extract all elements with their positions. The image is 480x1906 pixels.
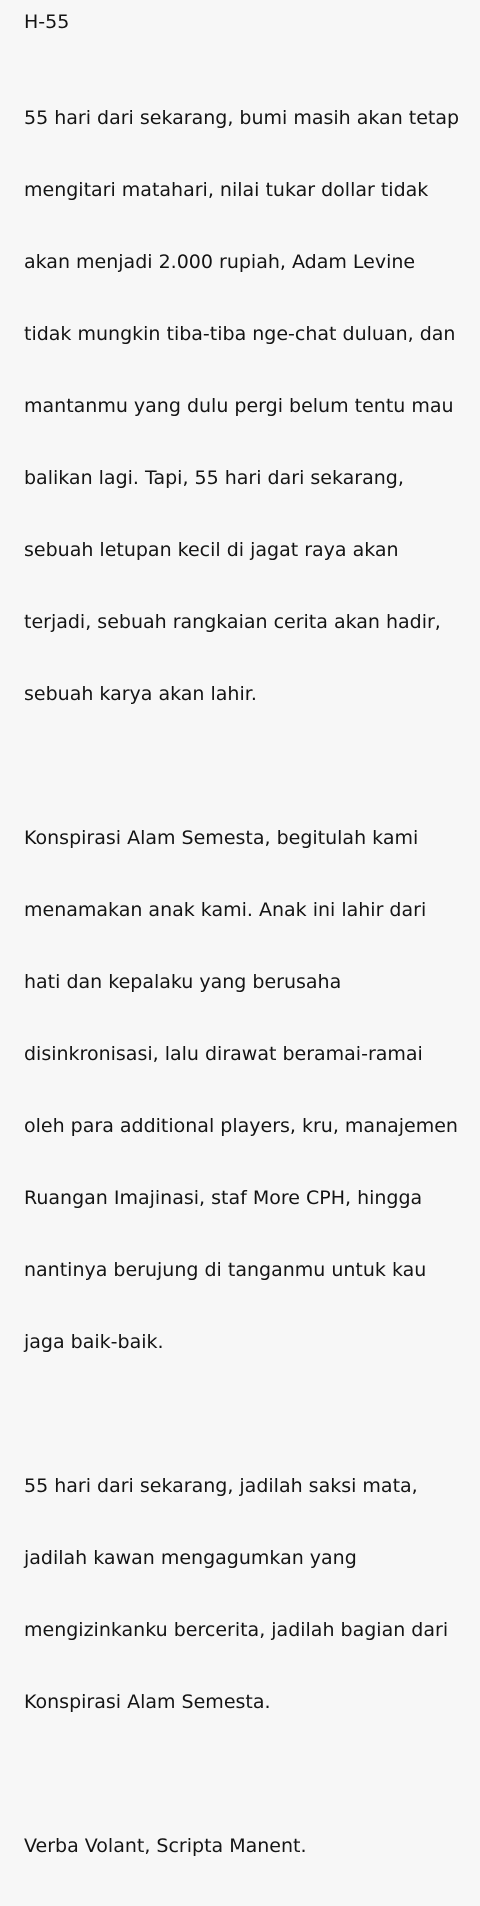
paragraph-line: akan menjadi 2.000 rupiah, Adam Levine (24, 251, 416, 273)
paragraph-spacer (24, 1762, 456, 1786)
paragraph-spacer (24, 1402, 456, 1426)
paragraph-spacer (24, 754, 456, 778)
paragraph-3 (24, 1426, 456, 1762)
paragraph-line: mantanmu yang dulu pergi belum tentu mau (24, 395, 454, 417)
paragraph-line: sebuah letupan kecil di jagat raya akan (24, 539, 399, 561)
paragraph-line: terjadi, sebuah rangkaian cerita akan hadir, (24, 611, 441, 633)
paragraph-4 (24, 1786, 456, 1906)
paragraph-line: tidak mungkin tiba-tiba nge-chat duluan, dan (24, 323, 456, 345)
paragraph-line: 55 hari dari sekarang, bumi masih akan tetap (24, 107, 460, 129)
paragraph-1 (24, 58, 460, 754)
paragraph-line: Konspirasi Alam Semesta, begitulah kami (24, 827, 419, 849)
paragraph-2 (24, 778, 456, 1402)
paragraph-line: sebuah karya akan lahir. (24, 683, 257, 705)
paragraph-line: balikan lagi. Tapi, 55 hari dari sekarang, (24, 467, 404, 489)
paragraph-line: oleh para additional players, kru, manajemen (24, 1115, 458, 1137)
paragraph-line: disinkronisasi, lalu dirawat beramai-ramai (24, 1043, 423, 1065)
paragraph-line: 55 hari dari sekarang, jadilah saksi mata, (24, 1475, 418, 1497)
paragraph-spacer (24, 34, 456, 58)
paragraph-line: menamakan anak kami. Anak ini lahir dari (24, 899, 427, 921)
paragraph-line: jaga baik-baik. (24, 1331, 164, 1353)
paragraph-line: jadilah kawan mengagumkan yang (24, 1547, 357, 1569)
paragraph-line: Verba Volant, Scripta Manent. (24, 1835, 307, 1857)
paragraph-line: mengizinkanku bercerita, jadilah bagian dari (24, 1619, 449, 1641)
paragraph-line: Ruangan Imajinasi, staf More CPH, hingga (24, 1187, 423, 1209)
paragraph-line: hati dan kepalaku yang berusaha (24, 971, 342, 993)
paragraph-line: mengitari matahari, nilai tukar dollar tidak (24, 179, 429, 201)
paragraph-line: nantinya berujung di tanganmu untuk kau (24, 1259, 427, 1281)
document-title: H-55 (24, 11, 70, 33)
paragraph-line: Konspirasi Alam Semesta. (24, 1691, 271, 1713)
